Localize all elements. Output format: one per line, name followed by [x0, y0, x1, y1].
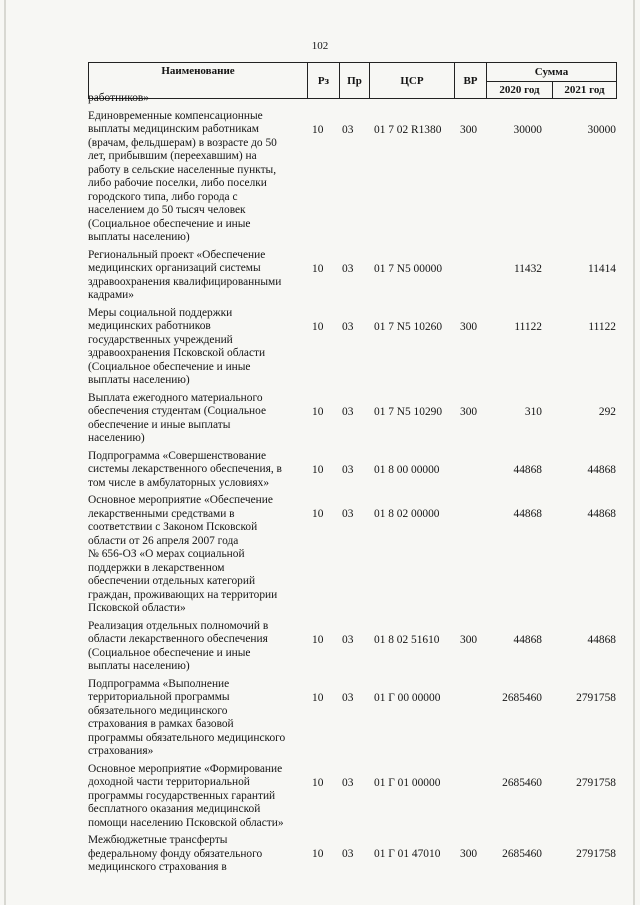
- row-name: Единовременные компенсационные выплаты медицинским работникам (врачам, фельдшерам) в возрасте до 50 лет, прибывшим (переехавшим) на работу в сельские населенные пункты, либо рабочие поселки, либо поселки городского типа, либо города с населением до 50 тысяч человек (Социальное обеспечение и иные выплаты населению): [88, 109, 277, 243]
- row-name: Меры социальной поддержки медицинских работников государственных учреждений здравоохранения Псковской области (Социальное обеспечение и иные выплаты населению): [88, 306, 266, 386]
- header-name: Наименование: [89, 63, 308, 99]
- row-rz: 10: [312, 508, 324, 520]
- row-pr: 03: [342, 776, 354, 789]
- row-csr: 01 7 N5 10260: [374, 320, 443, 333]
- table-row: [88, 110, 628, 245]
- header-sum: Сумма: [487, 63, 617, 81]
- header-rz: Рз: [308, 63, 340, 99]
- table-row: [88, 392, 628, 446]
- row-pr: 03: [342, 691, 354, 704]
- row-vr: 300: [460, 123, 478, 136]
- row-sum-2020: 44868: [513, 508, 542, 520]
- row-sum-2020: 11432: [513, 262, 542, 275]
- header-year-2020: 2020 год: [487, 81, 553, 99]
- table-row: [88, 678, 628, 759]
- row-rz: 10: [312, 691, 324, 704]
- row-name: Основное мероприятие «Формирование доходной части территориальной программы государственных гарантий бесплатного оказания медицинской помощи населению Псковской области»: [88, 762, 284, 829]
- row-name: Подпрограмма «Совершенствование системы лекарственного обеспечения, в том числе в амбулаторных условиях»: [88, 449, 282, 489]
- scan-edge-left: [4, 0, 6, 905]
- row-csr: 01 7 N5 10290: [374, 405, 443, 418]
- row-csr: 01 8 02 00000: [374, 508, 440, 520]
- table-body: [88, 92, 628, 879]
- row-vr: 300: [460, 633, 478, 646]
- table-row: [88, 307, 628, 388]
- row-name: работников»: [88, 92, 149, 104]
- row-name: Реализация отдельных полномочий в области лекарственного обеспечения (Социальное обеспечение и иные выплаты населению): [88, 619, 269, 672]
- row-sum-2021: 11122: [588, 320, 616, 333]
- row-sum-2020: 2685460: [502, 848, 542, 860]
- row-rz: 10: [312, 848, 324, 860]
- row-rz: 10: [312, 633, 324, 646]
- row-pr: 03: [342, 633, 354, 646]
- row-csr: 01 8 02 51610: [374, 633, 440, 646]
- header-csr: ЦСР: [370, 63, 455, 99]
- table-row: [88, 834, 628, 875]
- row-sum-2021: 2791758: [576, 691, 616, 704]
- row-sum-2020: 44868: [513, 633, 542, 646]
- row-pr: 03: [342, 508, 354, 520]
- row-sum-2020: 2685460: [502, 776, 542, 789]
- row-sum-2021: 44868: [587, 633, 616, 646]
- header-pr: Пр: [340, 63, 370, 99]
- scan-edge-right: [633, 0, 635, 905]
- row-name: Основное мероприятие «Обеспечение лекарственными средствами в соответствии с Законом Псковской области от 26 апреля 2007 года № 656-ОЗ «О мерах социальной поддержки в лекарственном обеспечении отдельных категорий граждан, проживающих на территории Псковской области»: [88, 494, 278, 614]
- row-sum-2020: 30000: [513, 123, 542, 136]
- row-rz: 10: [312, 123, 324, 136]
- row-pr: 03: [342, 320, 354, 333]
- row-csr: 01 Г 00 00000: [374, 691, 441, 704]
- row-rz: 10: [312, 463, 324, 476]
- row-sum-2021: 2791758: [576, 848, 616, 860]
- table-row: [88, 763, 628, 831]
- row-sum-2021: 11414: [587, 262, 616, 275]
- row-csr: 01 7 N5 00000: [374, 262, 443, 275]
- row-rz: 10: [312, 262, 324, 275]
- row-name: Подпрограмма «Выполнение территориальной программы обязательного медицинского страхования в рамках базовой программы обязательного медицинского страхования»: [88, 677, 286, 757]
- row-pr: 03: [342, 262, 354, 275]
- row-sum-2021: 44868: [587, 463, 616, 476]
- row-vr: 300: [460, 848, 478, 860]
- row-sum-2020: 2685460: [502, 691, 542, 704]
- table-row: [88, 620, 628, 674]
- page-number: 102: [311, 40, 329, 52]
- table-row: [88, 494, 628, 616]
- row-name: Выплата ежегодного материального обеспечения студентам (Социальное обеспечение и иные выплаты населению): [88, 391, 267, 444]
- row-csr: 01 Г 01 47010: [374, 848, 441, 860]
- header-year-2021: 2021 год: [553, 81, 617, 99]
- row-name: Межбюджетные трансферты федеральному фонду обязательного медицинского страхования в: [88, 834, 263, 873]
- row-pr: 03: [342, 405, 354, 418]
- row-vr: 300: [460, 320, 478, 333]
- row-rz: 10: [312, 320, 324, 333]
- row-sum-2021: 30000: [587, 123, 616, 136]
- row-csr: 01 8 00 00000: [374, 463, 440, 476]
- row-pr: 03: [342, 123, 354, 136]
- row-rz: 10: [312, 405, 324, 418]
- table-row: [88, 249, 628, 303]
- header-vr: ВР: [455, 63, 487, 99]
- row-csr: 01 Г 01 00000: [374, 776, 441, 789]
- row-pr: 03: [342, 848, 354, 860]
- row-sum-2020: 44868: [513, 463, 542, 476]
- row-sum-2020: 310: [524, 405, 542, 418]
- row-csr: 01 7 02 R1380: [374, 123, 442, 136]
- table-row: [88, 450, 628, 491]
- row-pr: 03: [342, 463, 354, 476]
- row-sum-2021: 292: [598, 405, 616, 418]
- row-rz: 10: [312, 776, 324, 789]
- row-vr: 300: [460, 405, 478, 418]
- row-sum-2021: 44868: [587, 508, 616, 520]
- table-row: [88, 92, 628, 106]
- row-sum-2020: 11122: [514, 320, 542, 333]
- row-name: Региональный проект «Обеспечение медицинских организаций системы здравоохранения квалифицированными кадрами»: [88, 248, 282, 301]
- row-sum-2021: 2791758: [576, 776, 616, 789]
